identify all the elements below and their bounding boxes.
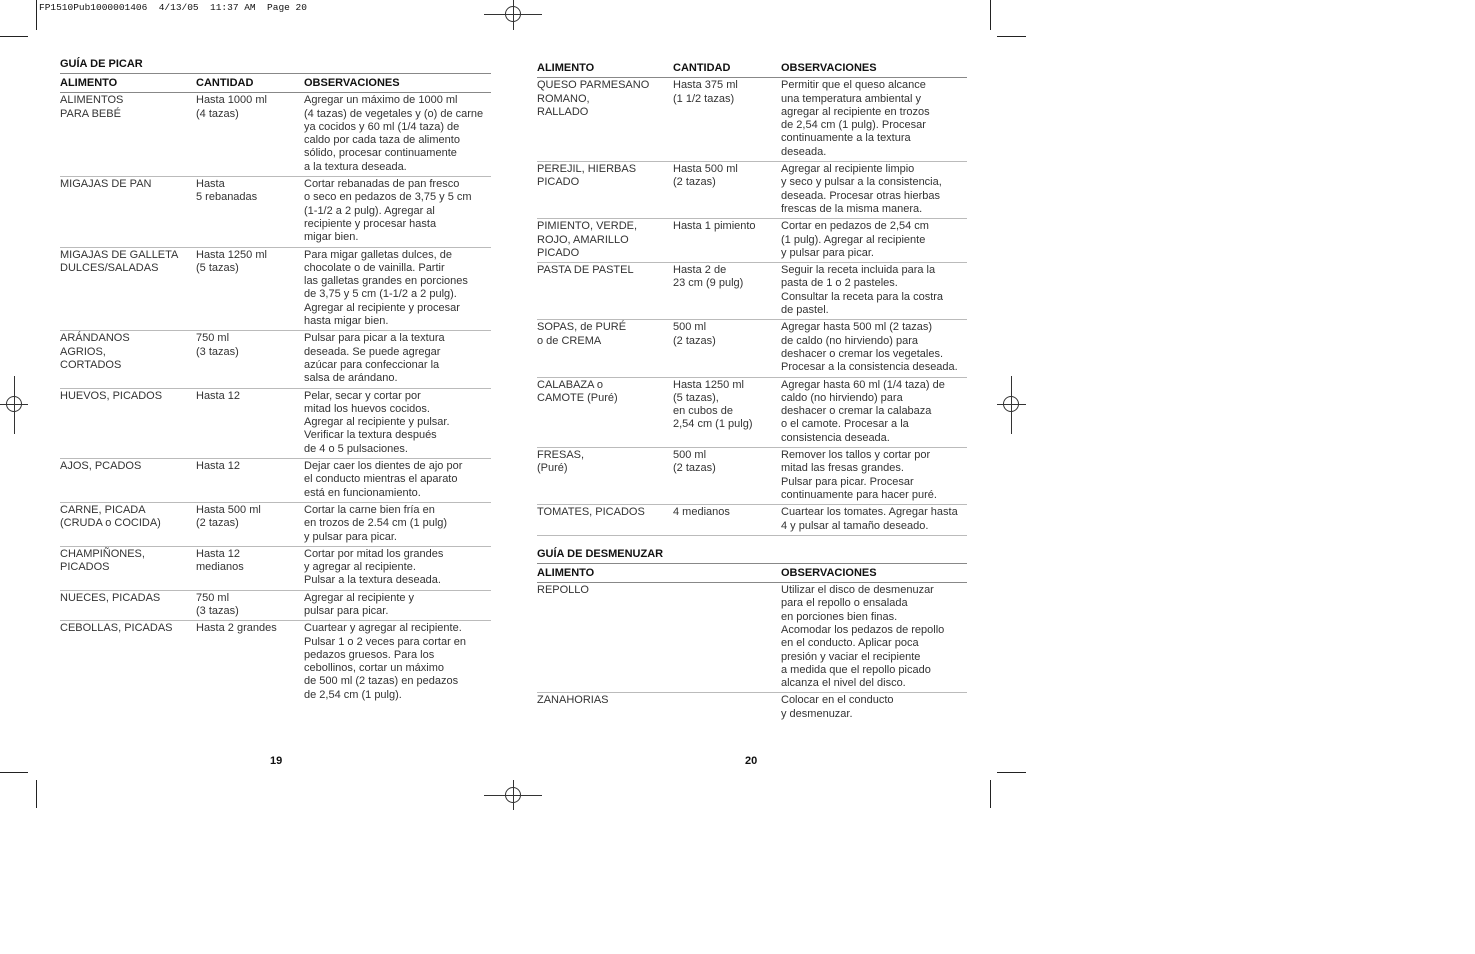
table-cell: Permitir que el queso alcance una temperatura ambiental y agregar al recipiente en trozos de 2,54 cm (1 pulg). Procesar continuamente a la textura deseada. [781,78,967,162]
table-cell: NUECES, PICADAS [60,590,196,621]
registration-mark [1003,396,1019,412]
table-cell: Colocar en el conducto y desmenuzar. [781,694,894,720]
registration-mark [505,787,521,803]
crop-mark [990,0,991,30]
table-cell: Agregar al recipiente y pulsar para picar. [304,590,491,621]
table-cell: Cortar por mitad los grandes y agregar al recipiente. Pulsar a la textura deseada. [304,546,491,590]
table-cell: Cortar la carne bien fría en en trozos de 2.54 cm (1 pulg) y pulsar para picar. [304,502,491,546]
section-title-chop-guide: GUÍA DE PICAR [60,58,143,70]
table-cell: TOMATES, PICADOS [537,505,673,536]
crop-mark [0,36,28,37]
table-cell: Hasta 1250 ml (5 tazas), en cubos de 2,54 cm (1 pulg) [673,377,781,447]
table-row [537,693,967,723]
registration-mark [6,396,22,412]
table-cell: Agregar hasta 500 ml (2 tazas) de caldo (no hirviendo) para deshacer o cremar los vegetales. Procesar a la consistencia deseada. [781,320,967,377]
right-page [537,59,967,723]
table-row [537,263,967,320]
table-header-row [537,563,967,582]
table-cell: PIMIENTO, VERDE, ROJO, AMARILLO PICADO [537,219,673,263]
table-cell: CALABAZA o CAMOTE (Puré) [537,377,673,447]
table-header-row [60,74,491,93]
table-cell: Seguir la receta incluida para la pasta de 1 o 2 pasteles. Consultar la receta para la costra de pastel. [781,263,967,320]
table-cell: REPOLLO [537,583,781,693]
table-row [60,177,491,247]
crop-mark [997,36,1026,37]
table-cell: Hasta 375 ml (1 1/2 tazas) [673,78,781,162]
shred-guide-table [537,563,967,723]
table-cell: FRESAS, (Puré) [537,448,673,505]
section-title-shred-guide: GUÍA DE DESMENUZAR [537,547,664,560]
table-row [537,377,967,447]
table-cell: Agregar un máximo de 1000 ml (4 tazas) de vegetales y (o) de carne ya cocidos y 60 ml (1/4 taza) de caldo por cada taza de alimento sólido, procesar continuamente a la textura deseada. [304,93,491,177]
registration-mark [505,6,521,22]
table-cell: Hasta 12 [196,388,304,458]
table-row [60,93,491,177]
table-cell: MIGAJAS DE GALLETA DULCES/SALADAS [60,247,196,331]
table-cell: Remover los tallos y cortar por mitad las fresas grandes. Pulsar para picar. Procesar continuamente para hacer puré. [781,448,967,505]
table-row [60,247,491,331]
column-header: OBSERVACIONES [781,563,967,582]
table-row [537,78,967,162]
column-header: ALIMENTO [537,563,781,582]
column-header: ALIMENTO [537,59,673,78]
table-cell: Cortar rebanadas de pan fresco o seco en pedazos de 3,75 y 5 cm (1-1/2 a 2 pulg). Agregar al recipiente y procesar hasta migar bien. [304,177,491,247]
table-cell: Utilizar el disco de desmenuzar para el repollo o ensalada en porciones bien finas. Acomodar los pedazos de repollo en el conducto. Aplicar poca presión y vaciar el recipiente a medida que el repollo picado alcanza el nivel del disco. [781,583,967,693]
table-cell: HUEVOS, PICADOS [60,388,196,458]
table-row [537,219,967,263]
table-cell: Hasta 1250 ml (5 tazas) [196,247,304,331]
table-cell: Hasta 12 [196,459,304,503]
table-row [60,331,491,388]
table-row [537,320,967,377]
table-cell: Hasta 5 rebanadas [196,177,304,247]
table-row [60,546,491,590]
table-cell: 750 ml (3 tazas) [196,331,304,388]
table-header-row [537,59,967,78]
table-row [60,388,491,458]
table-cell: ARÁNDANOS AGRIOS, CORTADOS [60,331,196,388]
table-cell: 4 medianos [673,505,781,536]
table-row [537,448,967,505]
table-cell: Hasta 500 ml (2 tazas) [196,502,304,546]
table-cell: Cuartear y agregar al recipiente. Pulsar 1 o 2 veces para cortar en pedazos gruesos. Para los cebollinos, cortar un máximo de 500 ml (2 tazas) en pedazos de 2,54 cm (1 pulg). [304,622,467,701]
table-cell: Pulsar para picar a la textura deseada. Se puede agregar azúcar para confeccionar la salsa de arándano. [304,331,491,388]
table-cell: MIGAJAS DE PAN [60,177,196,247]
left-page [60,58,491,704]
table-cell: CARNE, PICADA (CRUDA o COCIDA) [60,502,196,546]
table-cell: 500 ml (2 tazas) [673,448,781,505]
printer-slug: FP1510Pub1000001406 4/13/05 11:37 AM Page 20 [39,2,307,13]
table-cell: Cortar en pedazos de 2,54 cm (1 pulg). Agregar al recipiente y pulsar para picar. [781,219,967,263]
crop-mark [36,0,37,30]
table-cell: 500 ml (2 tazas) [673,320,781,377]
table-row [537,162,967,219]
crop-mark [990,780,991,808]
table-row [537,583,967,693]
table-row [60,502,491,546]
table-cell: SOPAS, de PURÉ o de CREMA [537,320,673,377]
table-cell: CHAMPIÑONES, PICADOS [60,546,196,590]
table-cell: AJOS, PCADOS [60,459,196,503]
table-cell: Cuartear los tomates. Agregar hasta 4 y pulsar al tamaño deseado. [781,505,967,536]
table-cell: Hasta 2 de 23 cm (9 pulg) [673,263,781,320]
chop-guide-table [60,73,491,704]
table-cell: Hasta 12 medianos [196,546,304,590]
table-cell: Hasta 500 ml (2 tazas) [673,162,781,219]
table-cell: Pelar, secar y cortar por mitad los huevos cocidos. Agregar al recipiente y pulsar. Verificar la textura después de 4 o 5 pulsaciones. [304,388,491,458]
table-cell: Hasta 1000 ml (4 tazas) [196,93,304,177]
column-header: ALIMENTO [60,74,196,93]
chop-guide-rows [537,78,967,536]
column-header: CANTIDAD [196,74,304,93]
crop-mark [997,772,1026,773]
chop-guide-rows [60,93,491,704]
chop-guide-table-continued [537,59,967,536]
table-cell: QUESO PARMESANO ROMANO, RALLADO [537,78,673,162]
table-cell: Para migar galletas dulces, de chocolate o de vainilla. Partir las galletas grandes en porciones de 3,75 y 5 cm (1-1/2 a 2 pulg). Agregar al recipiente y procesar hasta migar bien. [304,247,491,331]
table-cell: ZANAHORIAS [537,694,609,707]
table-cell: Hasta 2 grandes [196,622,277,635]
table-cell: 750 ml (3 tazas) [196,590,304,621]
crop-mark [36,780,37,808]
table-row [537,505,967,536]
table-cell: PEREJIL, HIERBAS PICADO [537,162,673,219]
page-number: 20 [745,755,758,767]
shred-guide-rows [537,583,967,723]
column-header: OBSERVACIONES [304,74,491,93]
table-cell: Dejar caer los dientes de ajo por el conducto mientras el aparato está en funcionamiento. [304,459,491,503]
table-cell: Agregar al recipiente limpio y seco y pulsar a la consistencia, deseada. Procesar otras hierbas frescas de la misma manera. [781,162,967,219]
table-cell: CEBOLLAS, PICADAS [60,622,173,635]
table-cell: Hasta 1 pimiento [673,219,781,263]
table-row [60,621,491,704]
table-row [60,459,491,503]
column-header: OBSERVACIONES [781,59,967,78]
page-number: 19 [270,755,283,767]
column-header: CANTIDAD [673,59,781,78]
table-cell: ALIMENTOS PARA BEBÉ [60,93,196,177]
table-row [60,590,491,621]
table-cell: Agregar hasta 60 ml (1/4 taza) de caldo (no hirviendo) para deshacer o cremar la calabaza o el camote. Procesar a la consistencia deseada. [781,377,967,447]
table-cell: PASTA DE PASTEL [537,263,673,320]
crop-mark [0,772,28,773]
